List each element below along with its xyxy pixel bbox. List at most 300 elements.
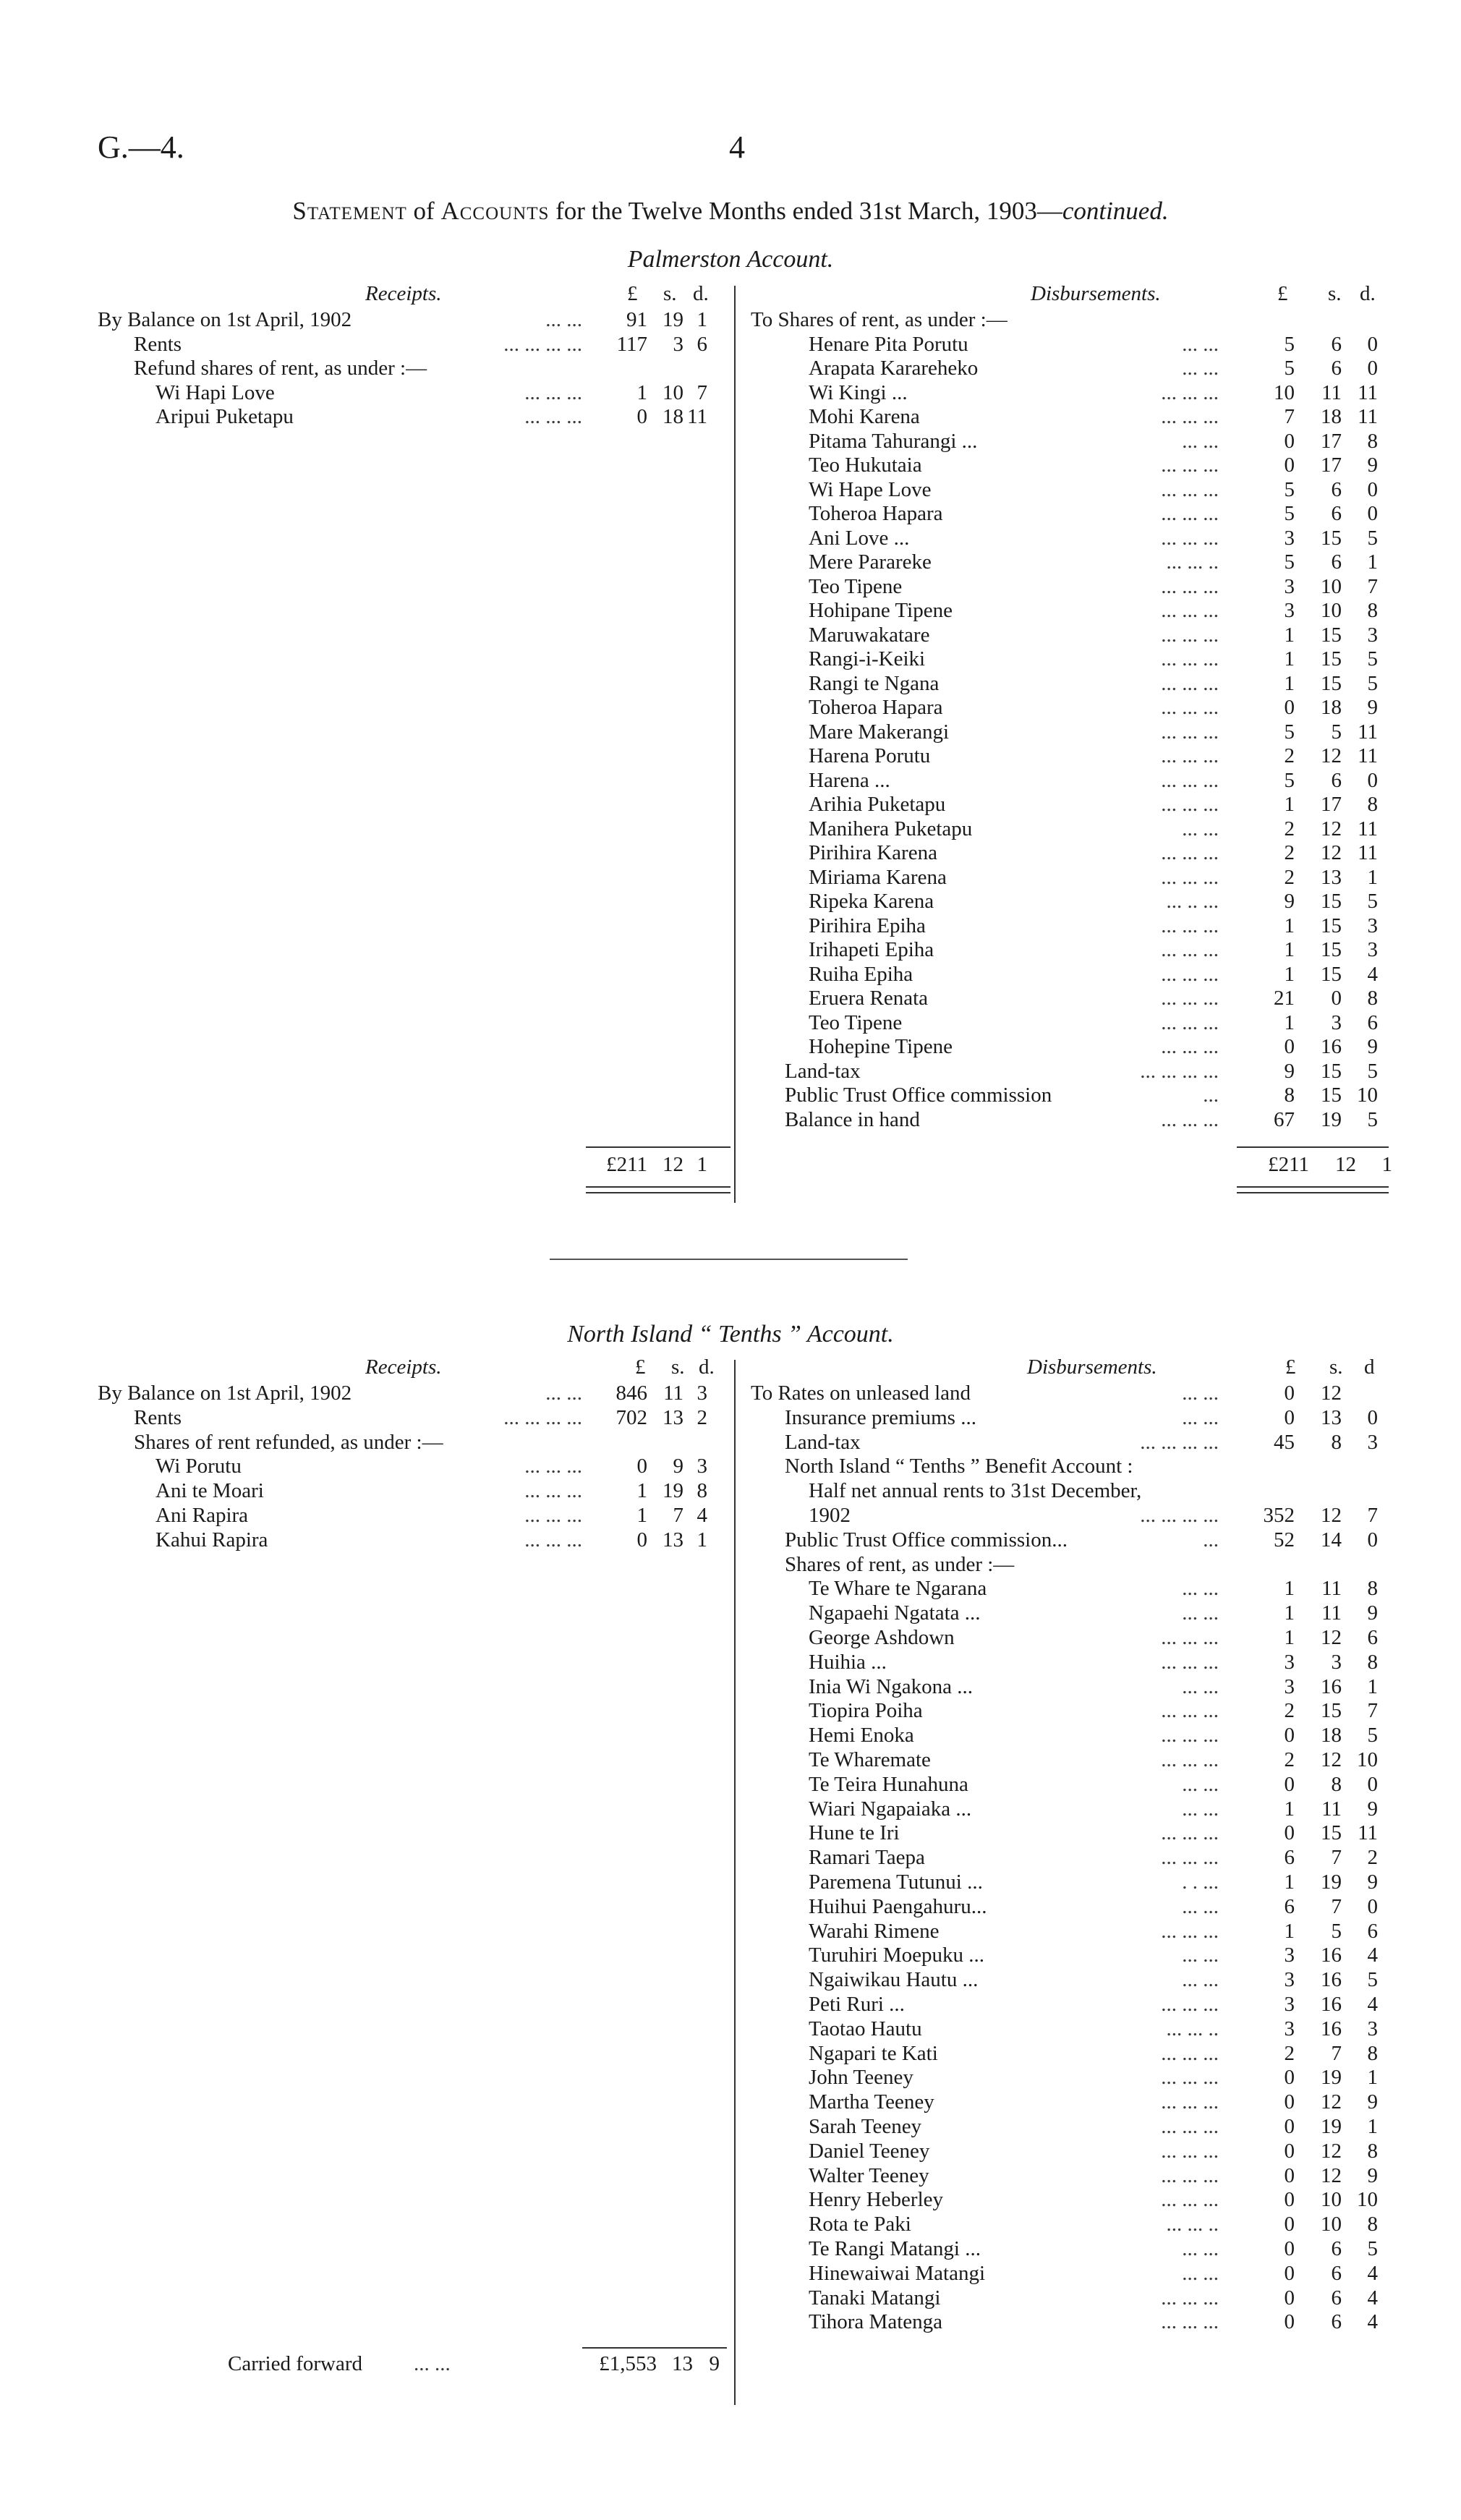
north-island-disbursement-row [738, 1382, 1403, 1405]
palmerston-receipt-pounds: 0 [636, 405, 647, 428]
palmerston-disbursement-pence: 3 [1367, 938, 1378, 961]
palmerston-receipts-pounds-head: £ [627, 282, 638, 305]
north-island-disbursement-row [738, 1944, 1403, 1967]
north-island-disb-pounds-head: £ [1285, 1355, 1296, 1379]
carried-forward-shillings: 13 [672, 2352, 693, 2375]
north-island-disbursement-pence: 4 [1367, 1993, 1378, 2016]
north-island-disbursement-pounds: 52 [1274, 1528, 1295, 1551]
palmerston-disbursement-leader-dots: ... ... [1182, 817, 1219, 840]
palmerston-receipt-pounds: 1 [636, 380, 647, 404]
title-middle: of [406, 197, 441, 225]
palmerston-disbursement-leader-dots: ... ... ... [1161, 987, 1219, 1010]
palmerston-disbursement-shillings: 6 [1331, 550, 1342, 574]
north-island-disbursement-leader-dots: ... ... [1182, 1968, 1219, 1992]
palmerston-disbursement-pounds: 9 [1284, 890, 1295, 913]
title-word: Accounts [440, 197, 550, 225]
north-island-disbursement-label: George Ashdown [809, 1626, 955, 1649]
palmerston-disb-pence-head: d. [1360, 282, 1376, 305]
palmerston-disbursement-leader-dots: ... ... ... [1161, 841, 1219, 864]
north-island-disbursement-shillings: 12 [1321, 1504, 1342, 1527]
palmerston-disbursement-pence: 11 [1358, 841, 1378, 864]
north-island-disbursement-label: Wiari Ngapaiaka ... [809, 1797, 972, 1821]
north-island-receipt-label: Rents [134, 1405, 182, 1429]
palmerston-receipt-pence: 6 [697, 332, 707, 356]
palmerston-disbursement-shillings: 18 [1321, 405, 1342, 428]
north-island-disbursement-leader-dots: ... ... ... [1161, 2188, 1219, 2212]
palmerston-disbursement-leader-dots: ... ... ... [1161, 599, 1219, 622]
palmerston-disbursement-pence: 1 [1367, 865, 1378, 889]
north-island-disbursement-pounds: 1 [1284, 1797, 1295, 1821]
north-island-disbursement-label: Te Teira Hunahuna [809, 1772, 968, 1796]
north-island-receipt-label: Shares of rent refunded, as under :— [134, 1430, 443, 1454]
palmerston-disbursement-pence: 5 [1367, 526, 1378, 550]
north-island-disbursement-pence: 8 [1367, 2139, 1378, 2163]
palmerston-receipt-label: Aripui Puketapu [156, 405, 294, 428]
north-island-disbursement-shillings: 8 [1331, 1772, 1342, 1796]
north-island-disbursement-label: Huihia ... [809, 1650, 887, 1674]
north-island-disbursement-row [738, 1455, 1403, 1478]
north-island-disbursement-leader-dots: ... ... [1182, 1894, 1219, 1918]
north-island-disbursement-leader-dots: ... ... ... [1161, 1699, 1219, 1723]
palmerston-disbursement-label: Wi Kingi ... [809, 380, 908, 404]
north-island-receipt-pence: 2 [697, 1405, 707, 1429]
palmerston-disbursement-pence: 11 [1358, 817, 1378, 840]
palmerston-disbursement-label: Manihera Puketapu [809, 817, 973, 840]
palmerston-disbursement-pounds: 5 [1284, 332, 1295, 356]
palmerston-disbursement-row [738, 1084, 1403, 1107]
north-island-receipt-row [0, 1431, 730, 1455]
palmerston-disbursement-label: Teo Tipene [809, 1010, 903, 1034]
north-island-receipt-pounds: 0 [636, 1455, 647, 1478]
palmerston-disbursement-leader-dots: ... ... ... [1161, 793, 1219, 816]
north-island-disbursement-label: Shares of rent, as under :— [785, 1552, 1015, 1576]
north-island-disbursement-leader-dots: ... ... ... [1161, 1846, 1219, 1870]
palmerston-disbursement-shillings: 10 [1321, 599, 1342, 622]
north-island-disbursement-leader-dots: ... ... .. [1166, 2213, 1219, 2236]
north-island-disbursement-row [738, 2066, 1403, 2090]
title-lead: Statement [292, 197, 407, 225]
palmerston-disbursement-label: Toheroa Hapara [809, 696, 943, 719]
palmerston-disbursement-pounds: 3 [1284, 599, 1295, 622]
north-island-disbursement-leader-dots: ... ... ... [1161, 1748, 1219, 1771]
north-island-disbursement-label: Paremena Tutunui ... [809, 1870, 983, 1894]
palmerston-disbursement-pounds: 0 [1284, 1035, 1295, 1058]
north-island-disbursement-leader-dots: ... ... [1182, 1674, 1219, 1698]
north-island-disbursement-pounds: 2 [1284, 1748, 1295, 1771]
palmerston-disbursement-pence: 8 [1367, 793, 1378, 816]
palmerston-disbursement-leader-dots: ... ... ... [1161, 647, 1219, 671]
north-island-disbursement-label: Walter Teeney [809, 2163, 929, 2187]
palmerston-disbursement-pence: 5 [1367, 890, 1378, 913]
north-island-disbursement-row [738, 1870, 1403, 1894]
palmerston-disbursement-pounds: 5 [1284, 502, 1295, 525]
north-island-disbursement-pence: 1 [1367, 1674, 1378, 1698]
north-island-disbursement-label: Public Trust Office commission... [785, 1528, 1068, 1551]
north-island-disbursement-pence: 4 [1367, 1944, 1378, 1967]
north-island-receipt-shillings: 13 [663, 1405, 683, 1429]
palmerston-disbursement-pounds: 9 [1284, 1059, 1295, 1083]
north-island-disbursement-pounds: 6 [1284, 1846, 1295, 1870]
north-island-receipt-leader-dots: ... ... ... [524, 1479, 582, 1503]
palmerston-disbursement-leader-dots: ... ... ... [1161, 865, 1219, 889]
palmerston-disbursement-leader-dots: ... [1203, 1084, 1219, 1107]
north-island-receipt-row [0, 1528, 730, 1552]
north-island-disbursement-pence: 9 [1367, 1797, 1378, 1821]
north-island-disbursement-label: Warahi Rimene [809, 1919, 940, 1943]
palmerston-disbursement-pence: 9 [1367, 1035, 1378, 1058]
palmerston-disbursement-shillings: 15 [1321, 1084, 1342, 1107]
palmerston-disbursement-label: Ani Love ... [809, 526, 910, 550]
north-island-disbursement-pounds: 0 [1284, 2163, 1295, 2187]
palmerston-disbursement-pounds: 1 [1284, 671, 1295, 695]
carried-forward-label: Carried forward [228, 2352, 362, 2375]
north-island-disbursement-shillings: 11 [1321, 1577, 1342, 1601]
palmerston-disbursement-shillings: 12 [1321, 744, 1342, 767]
palmerston-disbursement-label: Rangi te Ngana [809, 671, 940, 695]
north-island-disbursement-shillings: 16 [1321, 1993, 1342, 2016]
north-island-disbursement-label: Daniel Teeney [809, 2139, 930, 2163]
north-island-disbursement-shillings: 7 [1331, 1894, 1342, 1918]
north-island-disbursement-leader-dots: ... ... ... [1161, 1993, 1219, 2016]
palmerston-disbursement-pounds: 1 [1284, 938, 1295, 961]
north-island-disbursement-pounds: 0 [1284, 2139, 1295, 2163]
north-island-disbursement-pence: 4 [1367, 2286, 1378, 2310]
north-island-disbursement-pence: 1 [1367, 2066, 1378, 2090]
north-island-disbursement-pounds: 0 [1284, 2188, 1295, 2212]
palmerston-disbursement-row [738, 744, 1403, 768]
north-island-receipts-pounds-head: £ [635, 1355, 646, 1379]
north-island-receipt-pence: 1 [697, 1528, 707, 1551]
north-island-disbursement-leader-dots: ... ... ... [1161, 1650, 1219, 1674]
palmerston-disbursement-shillings: 15 [1321, 671, 1342, 695]
palmerston-receipts-total-pence: 1 [697, 1153, 707, 1176]
palmerston-disbursement-row [738, 478, 1403, 502]
palmerston-disbursement-leader-dots: ... ... ... [1161, 768, 1219, 792]
carried-forward-rule [582, 2347, 727, 2349]
palmerston-disbursement-leader-dots: ... ... ... [1161, 962, 1219, 986]
north-island-disbursement-pounds: 0 [1284, 2213, 1295, 2236]
palmerston-disbursement-leader-dots: ... ... ... [1161, 671, 1219, 695]
palmerston-disbursement-pence: 11 [1358, 405, 1378, 428]
palmerston-receipt-label: Refund shares of rent, as under :— [134, 357, 427, 380]
north-island-disbursement-shillings: 16 [1321, 1674, 1342, 1698]
north-island-receipt-shillings: 7 [673, 1504, 683, 1527]
north-island-disbursement-row [738, 1626, 1403, 1650]
palmerston-disb-double-rule-1 [1237, 1186, 1389, 1188]
north-island-disb-pence-head: d [1364, 1355, 1375, 1379]
palmerston-disbursement-pence: 0 [1367, 502, 1378, 525]
north-island-disbursement-pounds: 3 [1284, 1944, 1295, 1967]
palmerston-disbursement-row [738, 623, 1403, 647]
north-island-disbursement-label: Ramari Taepa [809, 1846, 925, 1870]
palmerston-receipt-row [0, 308, 730, 332]
palmerston-disbursement-pounds: 3 [1284, 574, 1295, 598]
north-island-disbursement-pounds: 45 [1274, 1430, 1295, 1454]
palmerston-disbursement-pence: 9 [1367, 696, 1378, 719]
palmerston-receipts-heading: Receipts. [365, 282, 442, 305]
palmerston-disbursement-pence: 5 [1367, 1107, 1378, 1131]
north-island-disbursement-row [738, 1895, 1403, 1919]
palmerston-receipts-total-shillings: 12 [663, 1153, 683, 1176]
north-island-disbursement-pence: 9 [1367, 1601, 1378, 1625]
north-island-disbursement-label: Tihora Matenga [809, 2310, 942, 2334]
north-island-disbursement-pence: 9 [1367, 2163, 1378, 2187]
palmerston-disbursement-pounds: 2 [1284, 817, 1295, 840]
north-island-disbursement-row [738, 2237, 1403, 2261]
palmerston-receipts-total-pounds: £211 [606, 1153, 647, 1176]
palmerston-disbursement-pence: 4 [1367, 962, 1378, 986]
palmerston-disbursement-row [738, 1035, 1403, 1059]
palmerston-disbursement-leader-dots: ... ... ... [1161, 574, 1219, 598]
palmerston-disbursement-row [738, 938, 1403, 962]
north-island-disbursement-row [738, 1675, 1403, 1699]
north-island-disbursement-pence: 0 [1367, 1894, 1378, 1918]
north-island-disbursement-leader-dots: ... ... ... [1161, 1724, 1219, 1748]
palmerston-disbursement-pounds: 1 [1284, 623, 1295, 647]
palmerston-disbursement-label: Land-tax [785, 1059, 861, 1083]
north-island-disbursement-shillings: 15 [1321, 1699, 1342, 1723]
palmerston-disbursement-pence: 0 [1367, 332, 1378, 356]
palmerston-disbursement-pence: 3 [1367, 914, 1378, 937]
palmerston-disbursement-label: Public Trust Office commission [785, 1084, 1052, 1107]
north-island-disbursement-row [738, 1846, 1403, 1870]
palmerston-disbursement-pence: 7 [1367, 574, 1378, 598]
north-island-receipt-leader-dots: ... ... ... ... [503, 1405, 582, 1429]
palmerston-disbursement-row [738, 647, 1403, 671]
palmerston-disbursement-shillings: 6 [1331, 502, 1342, 525]
north-island-receipt-pounds: 846 [616, 1382, 647, 1405]
palmerston-disbursement-label: Toheroa Hapara [809, 502, 943, 525]
north-island-disbursement-row [738, 1406, 1403, 1430]
palmerston-disbursement-label: Harena Porutu [809, 744, 931, 767]
north-island-disbursement-shillings: 19 [1321, 2066, 1342, 2090]
north-island-disbursement-row [738, 1651, 1403, 1674]
north-island-disbursement-shillings: 5 [1331, 1919, 1342, 1943]
north-island-disbursement-label: Inia Wi Ngakona ... [809, 1674, 974, 1698]
palmerston-disbursement-pence: 8 [1367, 599, 1378, 622]
palmerston-disb-total-shillings: 12 [1335, 1153, 1356, 1176]
palmerston-disbursement-label: Rangi-i-Keiki [809, 647, 926, 671]
north-island-disbursement-shillings: 16 [1321, 1968, 1342, 1992]
north-island-disbursement-label: Ngapari te Kati [809, 2041, 938, 2065]
north-island-receipt-pence: 4 [697, 1504, 707, 1527]
palmerston-disbursement-row [738, 357, 1403, 380]
palmerston-disbursement-pounds: 10 [1274, 380, 1295, 404]
north-island-disbursement-pounds: 0 [1284, 2310, 1295, 2334]
north-island-disbursement-pounds: 0 [1284, 2066, 1295, 2090]
north-island-disbursement-leader-dots: ... ... [1182, 1405, 1219, 1429]
palmerston-disbursement-row [738, 914, 1403, 938]
north-island-disbursement-row [738, 1920, 1403, 1944]
north-island-receipt-leader-dots: ... ... ... [524, 1528, 582, 1551]
palmerston-disbursement-label: Harena ... [809, 768, 890, 792]
palmerston-disbursement-pence: 11 [1358, 720, 1378, 744]
north-island-receipt-label: Ani te Moari [156, 1479, 264, 1503]
north-island-receipt-pence: 3 [697, 1455, 707, 1478]
palmerston-disbursement-row [738, 1011, 1403, 1035]
north-island-disbursement-label: Te Wharemate [809, 1748, 931, 1771]
north-island-disbursement-leader-dots: ... ... [1182, 2237, 1219, 2260]
palmerston-disbursement-pence: 0 [1367, 768, 1378, 792]
palmerston-disbursement-pence: 11 [1358, 744, 1378, 767]
north-island-center-rule [734, 1360, 736, 2405]
palmerston-receipt-leader-dots: ... ... ... ... [503, 332, 582, 356]
palmerston-disbursement-leader-dots: ... ... ... [1161, 526, 1219, 550]
palmerston-receipt-leader-dots: ... ... [545, 308, 582, 331]
north-island-disbursement-row [738, 2140, 1403, 2163]
palmerston-disbursement-pounds: 1 [1284, 647, 1295, 671]
palmerston-receipt-leader-dots: ... ... ... [524, 380, 582, 404]
north-island-disbursement-pence: 7 [1367, 1699, 1378, 1723]
palmerston-disbursement-pounds: 5 [1284, 768, 1295, 792]
north-island-disbursement-pence: 8 [1367, 2213, 1378, 2236]
north-island-disbursement-shillings: 7 [1331, 1846, 1342, 1870]
north-island-disbursement-shillings: 11 [1321, 1601, 1342, 1625]
palmerston-disbursement-pence: 1 [1367, 550, 1378, 574]
palmerston-disbursement-pence: 5 [1367, 647, 1378, 671]
palmerston-disbursement-label: Ripeka Karena [809, 890, 934, 913]
palmerston-disbursement-pence: 0 [1367, 477, 1378, 501]
palmerston-disbursement-row [738, 890, 1403, 914]
palmerston-disbursement-pounds: 0 [1284, 696, 1295, 719]
north-island-disbursement-shillings: 19 [1321, 2115, 1342, 2138]
palmerston-disbursement-pence: 5 [1367, 671, 1378, 695]
north-island-disbursement-shillings: 12 [1321, 1748, 1342, 1771]
north-island-disbursement-pounds: 3 [1284, 1674, 1295, 1698]
north-island-disbursement-row [738, 1553, 1403, 1577]
north-island-disbursement-pounds: 0 [1284, 2286, 1295, 2310]
north-island-disbursement-shillings: 10 [1321, 2213, 1342, 2236]
north-island-disbursement-label: Tiopira Poiha [809, 1699, 923, 1723]
statement-title [0, 197, 1461, 226]
north-island-disbursement-pounds: 0 [1284, 1724, 1295, 1748]
north-island-disbursement-row [738, 2262, 1403, 2286]
palmerston-disbursement-row [738, 672, 1403, 696]
palmerston-disbursement-row [738, 1108, 1403, 1132]
north-island-disbursement-shillings: 3 [1331, 1650, 1342, 1674]
palmerston-disb-pounds-head: £ [1277, 282, 1288, 305]
north-island-disbursement-shillings: 6 [1331, 2310, 1342, 2334]
north-island-disbursement-label: Ngapaehi Ngatata ... [809, 1601, 981, 1625]
north-island-disbursement-pounds: 3 [1284, 1993, 1295, 2016]
north-island-disbursement-row [738, 2188, 1403, 2212]
palmerston-receipt-pounds: 117 [616, 332, 647, 356]
palmerston-receipt-pence: 1 [697, 308, 707, 331]
palmerston-disbursement-pounds: 0 [1284, 454, 1295, 477]
north-island-disbursement-label: Te Whare te Ngarana [809, 1577, 987, 1601]
north-island-disbursement-shillings: 8 [1331, 1430, 1342, 1454]
palmerston-disbursement-shillings: 11 [1321, 380, 1342, 404]
palmerston-disbursement-shillings: 17 [1321, 429, 1342, 453]
palmerston-receipts-shillings-head: s. [663, 282, 677, 305]
north-island-receipt-pounds: 1 [636, 1504, 647, 1527]
north-island-receipt-leader-dots: ... ... [545, 1382, 582, 1405]
north-island-disbursement-label: Martha Teeney [809, 2090, 934, 2114]
north-island-disbursement-pounds: 0 [1284, 1772, 1295, 1796]
north-island-disbursement-row [738, 1773, 1403, 1797]
palmerston-disbursement-shillings: 19 [1321, 1107, 1342, 1131]
north-island-disbursement-leader-dots: ... [1203, 1528, 1219, 1551]
north-island-disbursement-row [738, 2090, 1403, 2114]
north-island-disbursement-row [738, 2310, 1403, 2334]
palmerston-disbursement-pounds: 67 [1274, 1107, 1295, 1131]
palmerston-disbursement-label: Arapata Karareheko [809, 357, 979, 380]
north-island-disbursement-label: Ngaiwikau Hautu ... [809, 1968, 979, 1992]
palmerston-disbursement-pounds: 3 [1284, 526, 1295, 550]
north-island-disbursement-leader-dots: . . ... [1182, 1870, 1219, 1894]
north-island-disbursement-shillings: 11 [1321, 1797, 1342, 1821]
north-island-disbursement-leader-dots: ... ... [1182, 2261, 1219, 2285]
palmerston-disbursement-pounds: 1 [1284, 1010, 1295, 1034]
palmerston-disbursement-shillings: 15 [1321, 914, 1342, 937]
north-island-disbursement-shillings: 16 [1321, 2017, 1342, 2040]
north-island-disbursement-pence: 3 [1367, 2017, 1378, 2040]
north-island-disbursement-pounds: 2 [1284, 2041, 1295, 2065]
palmerston-disbursement-leader-dots: ... ... ... [1161, 1010, 1219, 1034]
palmerston-disbursement-label: Mare Makerangi [809, 720, 950, 744]
palmerston-disbursement-row [738, 333, 1403, 357]
palmerston-disbursements-heading: Disbursements. [1031, 282, 1161, 305]
palmerston-receipt-leader-dots: ... ... ... [524, 405, 582, 428]
palmerston-disbursement-pence: 5 [1367, 1059, 1378, 1083]
north-island-disbursement-leader-dots: ... ... [1182, 1944, 1219, 1967]
palmerston-disbursement-shillings: 15 [1321, 623, 1342, 647]
north-island-disbursement-row [738, 2115, 1403, 2139]
palmerston-disbursement-shillings: 13 [1321, 865, 1342, 889]
palmerston-disbursement-row [738, 793, 1403, 817]
north-island-receipt-row [0, 1479, 730, 1503]
north-island-disbursement-label: Hinewaiwai Matangi [809, 2261, 986, 2285]
palmerston-disbursement-label: Ruiha Epiha [809, 962, 913, 986]
palmerston-receipt-label: Rents [134, 332, 182, 356]
palmerston-disbursement-shillings: 6 [1331, 768, 1342, 792]
palmerston-disbursement-row [738, 720, 1403, 744]
palmerston-disbursement-row [738, 987, 1403, 1010]
palmerston-disb-total-pence: 1 [1381, 1153, 1392, 1176]
north-island-disbursement-leader-dots: ... ... ... [1161, 2090, 1219, 2114]
north-island-disbursement-leader-dots: ... ... [1182, 1797, 1219, 1821]
palmerston-disbursement-shillings: 18 [1321, 696, 1342, 719]
palmerston-disbursement-shillings: 6 [1331, 477, 1342, 501]
north-island-disbursement-shillings: 18 [1321, 1724, 1342, 1748]
north-island-receipt-pence: 3 [697, 1382, 707, 1405]
palmerston-disbursement-row [738, 963, 1403, 987]
north-island-disbursement-pence: 3 [1367, 1430, 1378, 1454]
palmerston-receipt-pounds: 91 [626, 308, 647, 331]
north-island-receipt-row [0, 1504, 730, 1528]
north-island-disbursement-row [738, 2164, 1403, 2188]
palmerston-account-title: Palmerston Account. [627, 246, 834, 273]
palmerston-disbursement-shillings: 15 [1321, 526, 1342, 550]
north-island-disbursement-pounds: 1 [1284, 1626, 1295, 1649]
north-island-disbursement-leader-dots: ... ... ... [1161, 2286, 1219, 2310]
palmerston-receipt-row [0, 333, 730, 357]
north-island-disbursement-pounds: 352 [1263, 1504, 1295, 1527]
palmerston-disbursement-pounds: 2 [1284, 865, 1295, 889]
palmerston-disbursement-shillings: 5 [1331, 720, 1342, 744]
north-island-disbursement-shillings: 12 [1321, 2139, 1342, 2163]
north-island-disbursement-pounds: 0 [1284, 1382, 1295, 1405]
north-island-disbursement-label: Peti Ruri ... [809, 1993, 905, 2016]
palmerston-disbursement-pounds: 5 [1284, 720, 1295, 744]
palmerston-disbursement-shillings: 12 [1321, 817, 1342, 840]
north-island-disbursement-label: Hune te Iri [809, 1821, 900, 1845]
north-island-disbursement-shillings: 14 [1321, 1528, 1342, 1551]
north-island-disbursement-pounds: 1 [1284, 1601, 1295, 1625]
north-island-receipt-pounds: 1 [636, 1479, 647, 1503]
north-island-disbursement-pounds: 6 [1284, 1894, 1295, 1918]
north-island-disbursement-pence: 8 [1367, 2041, 1378, 2065]
